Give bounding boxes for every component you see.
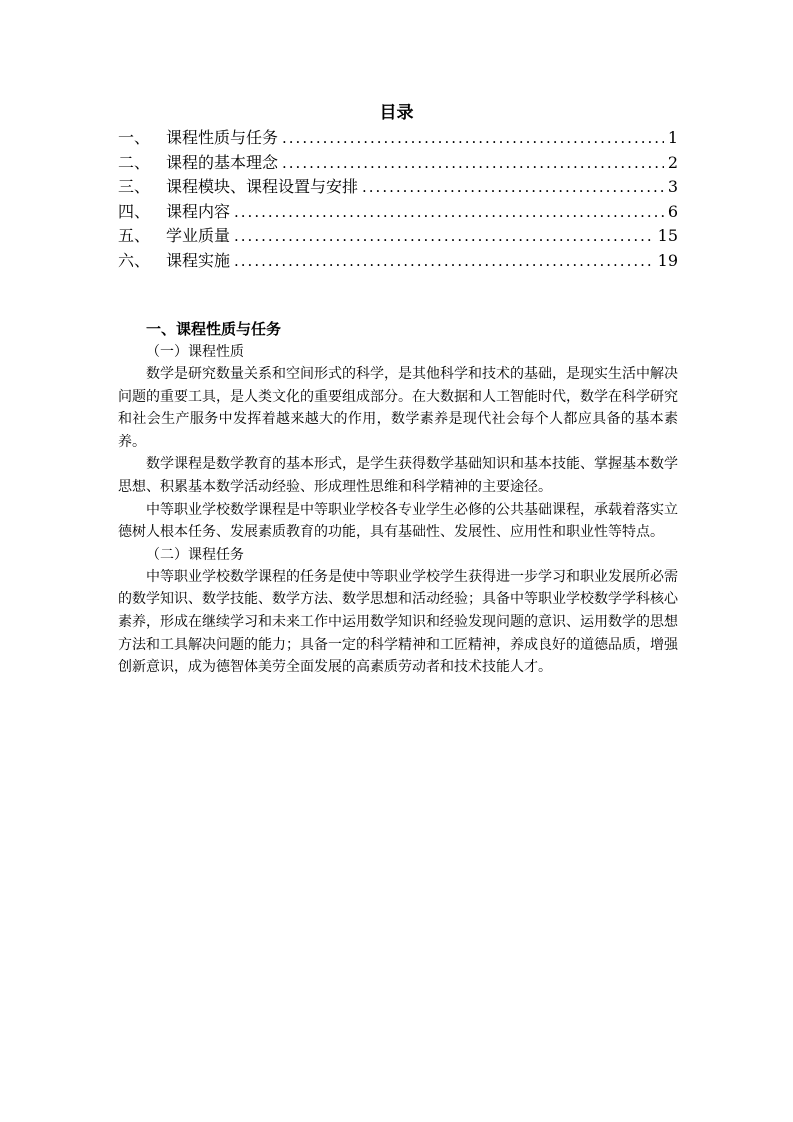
paragraph: 数学是研究数量关系和空间形式的科学，是其他科学和技术的基础，是现实生活中解决问题的重要工具，是人类文化的重要组成部分。在大数据和人工智能时代，数学在科学研究和社会生产服务中发挥着越来越大的作用，数学素养是现代社会每个人都应具备的基本素养。: [118, 366, 678, 450]
toc-leader-dots: [282, 151, 664, 175]
subsection-heading-nature: （一）课程性质: [146, 344, 244, 360]
toc-leader-dots: [234, 224, 654, 248]
toc-entry-page: 15: [657, 226, 678, 245]
section-course-nature: [118, 318, 678, 679]
toc-entry[interactable]: [118, 126, 678, 151]
toc-entry[interactable]: [118, 224, 678, 249]
paragraph: 中等职业学校数学课程的任务是使中等职业学校学生获得进一步学习和职业发展所必需的数学知识、数学技能、数学方法、数学思想和活动经验；具备中等职业学校数学学科核心素养，形成在继续学习和未来工作中运用数学知识和经验发现问题的意识、运用数学的思想方法和工具解决问题的能力；具备一定的科学精神和工匠精神，养成良好的道德品质，增强创新意识，成为德智体美劳全面发展的高素质劳动者和技术技能人才。: [118, 568, 678, 676]
toc-entry-page: 1: [667, 128, 678, 147]
paragraph: 数学课程是数学教育的基本形式，是学生获得数学基础知识和基本技能、掌握基本数学思想、积累基本数学活动经验、形成理性思维和科学精神的主要途径。: [118, 456, 678, 495]
toc-entry-number: 六、: [118, 250, 151, 270]
toc-entry-label: 课程实施: [166, 250, 231, 270]
toc-entry-label: 学业质量: [166, 226, 231, 245]
toc-entry-number: 五、: [118, 226, 151, 245]
toc-entry-page: 2: [667, 152, 678, 172]
section-heading: 一、课程性质与任务: [146, 320, 282, 338]
toc-entry-label: 课程性质与任务: [166, 128, 279, 147]
toc-entry-page: 6: [667, 201, 678, 221]
paragraph: 中等职业学校数学课程是中等职业学校各专业学生必修的公共基础课程，承载着落实立德树人根本任务、发展素质教育的功能，具有基础性、发展性、应用性和职业性等特点。: [118, 501, 678, 541]
toc-entry[interactable]: [118, 151, 678, 176]
table-of-contents: [118, 126, 678, 273]
toc-entry[interactable]: [118, 175, 678, 200]
toc-entry-number: 三、: [118, 177, 151, 196]
toc-entry-number: 二、: [118, 152, 151, 172]
toc-entry-label: 课程内容: [166, 201, 231, 221]
toc-entry-number: 一、: [118, 128, 151, 147]
toc-leader-dots: [234, 249, 654, 273]
toc-entry-page: 19: [657, 250, 678, 270]
toc-leader-dots: [362, 175, 664, 199]
subsection-heading-tasks: （二）课程任务: [146, 546, 244, 563]
toc-leader-dots: [282, 126, 664, 150]
toc-entry[interactable]: [118, 200, 678, 225]
toc-entry-label: 课程的基本理念: [166, 152, 279, 172]
toc-entry-label: 课程模块、课程设置与安排: [166, 177, 359, 196]
toc-title: 目录: [379, 103, 414, 123]
toc-leader-dots: [234, 200, 664, 224]
toc-entry-page: 3: [667, 177, 678, 196]
toc-entry-number: 四、: [118, 201, 151, 221]
toc-entry[interactable]: [118, 249, 678, 274]
